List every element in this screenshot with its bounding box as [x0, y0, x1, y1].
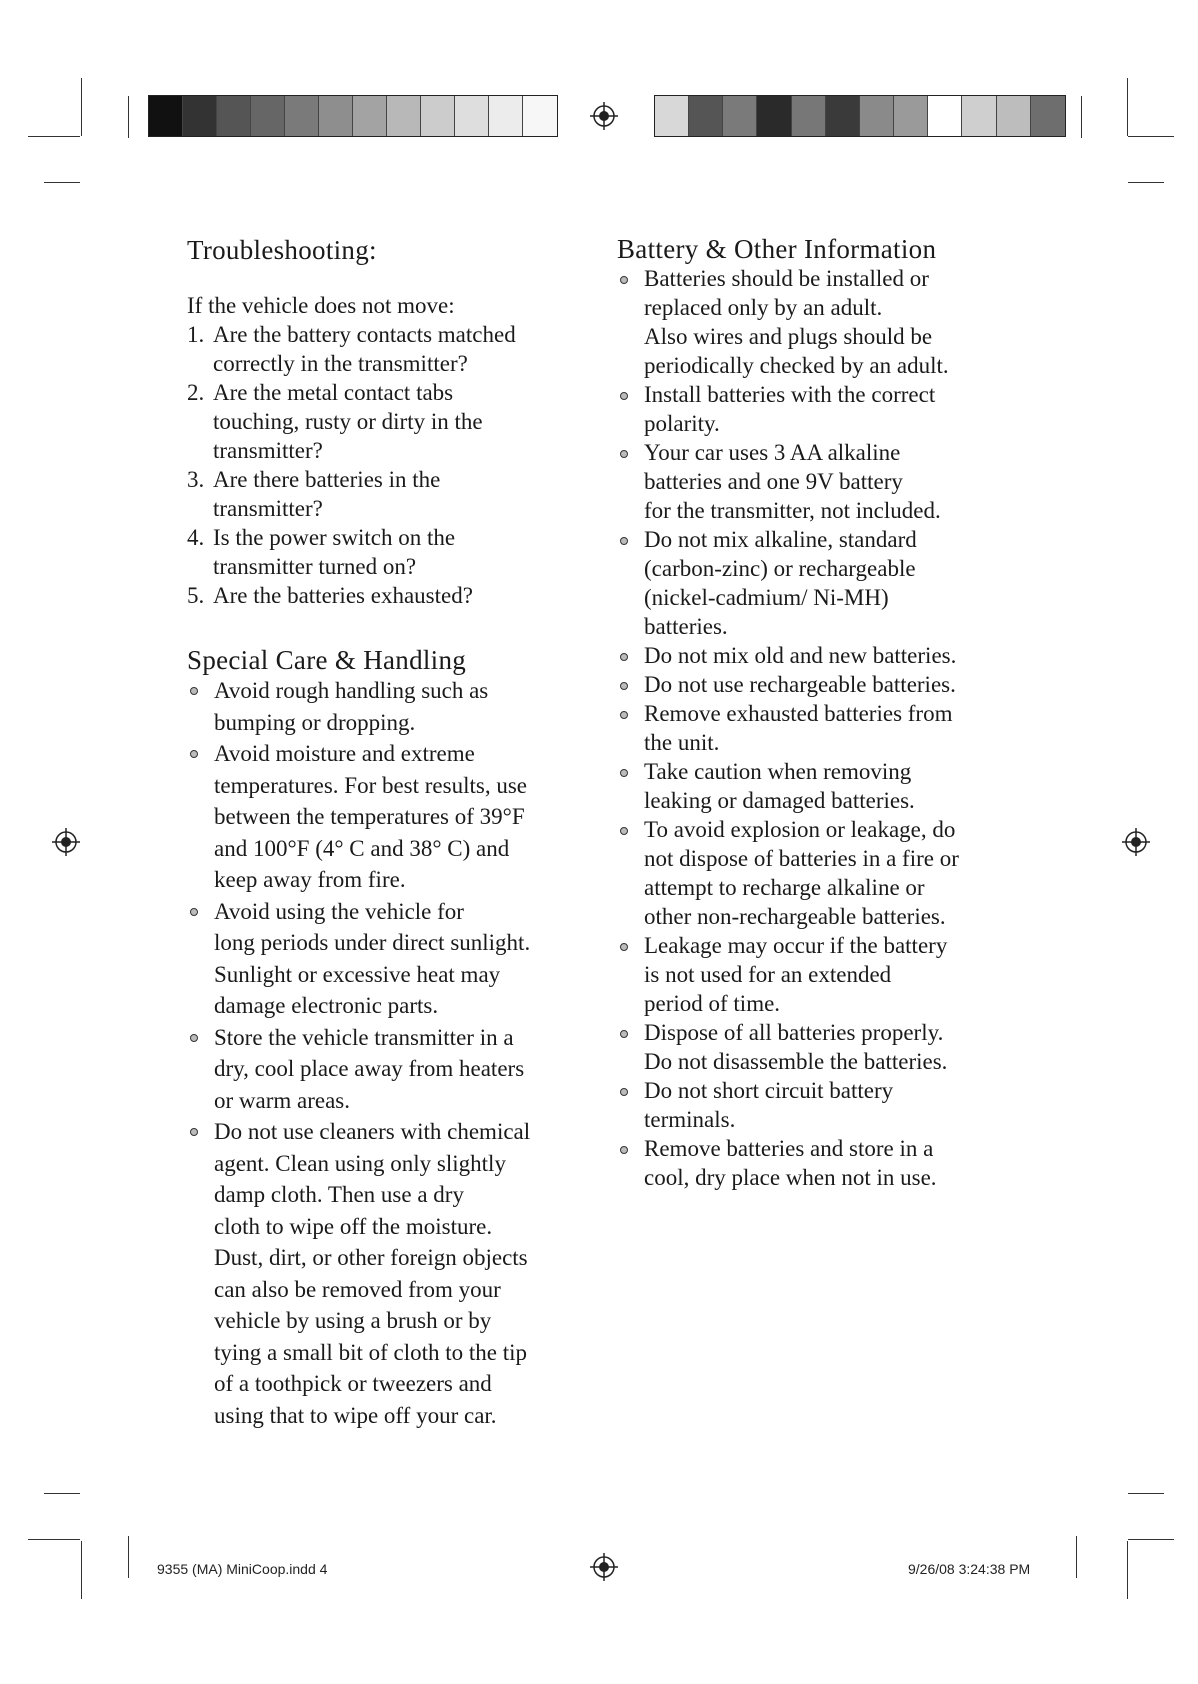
item-text: Are the metal contact tabs touching, rusty or dirty in the transmitter? [213, 380, 483, 463]
battery-info-item: Leakage may occur if the battery is not used for an extended period of time. [617, 931, 1037, 1018]
color-swatch [826, 96, 860, 136]
color-swatch [860, 96, 894, 136]
crop-mark [1127, 78, 1128, 136]
color-swatch [319, 96, 353, 136]
crop-mark [28, 1539, 80, 1540]
battery-info-heading: Battery & Other Information [617, 234, 937, 264]
slug-filename: 9355 (MA) MiniCoop.indd 4 [157, 1561, 328, 1577]
crop-mark [1128, 136, 1174, 137]
color-swatch [285, 96, 319, 136]
right-column [617, 235, 1037, 1192]
registration-target-icon [590, 1553, 618, 1581]
crop-mark [1127, 1541, 1128, 1599]
color-swatch [689, 96, 723, 136]
special-care-item: Avoid rough handling such as bumping or dropping. [187, 675, 587, 738]
crop-mark [81, 1541, 82, 1599]
special-care-item: Do not use cleaners with chemical agent. Clean using only slightly damp cloth. Then use a dry cloth to wipe off the moisture. Dust, dirt, or other foreign objects can also be removed from your vehicle by using a brush or by tying a small bit of cloth to the tip of a toothpick or tweezers and using that to wipe off your car. [187, 1116, 587, 1431]
color-bar-left [148, 95, 558, 137]
battery-info-item: Take caution when removing leaking or damaged batteries. [617, 757, 1037, 815]
item-text: Is the power switch on the transmitter turned on? [213, 525, 456, 579]
trim-mark [128, 96, 129, 138]
item-text: Are the batteries exhausted? [213, 583, 473, 608]
color-swatch [962, 96, 996, 136]
registration-target-icon [590, 102, 618, 130]
color-swatch [757, 96, 791, 136]
troubleshooting-item [187, 320, 587, 378]
color-swatch [723, 96, 757, 136]
battery-info-item: Do not mix alkaline, standard (carbon-zinc) or rechargeable (nickel-cadmium/ Ni-MH) batteries. [617, 525, 1037, 641]
troubleshooting-heading: Troubleshooting: [187, 235, 377, 265]
registration-target-icon [52, 828, 80, 856]
color-swatch [928, 96, 962, 136]
item-number: 4. [187, 525, 205, 550]
color-swatch [421, 96, 455, 136]
color-swatch [387, 96, 421, 136]
color-swatch [353, 96, 387, 136]
battery-info-item: Do not mix old and new batteries. [617, 641, 1037, 670]
battery-info-item: Remove batteries and store in a cool, dry place when not in use. [617, 1134, 1037, 1192]
crop-mark [1128, 1539, 1174, 1540]
trim-mark [128, 1536, 129, 1578]
color-swatch [489, 96, 523, 136]
slug-datetime: 9/26/08 3:24:38 PM [908, 1561, 1031, 1577]
item-number: 2. [187, 380, 205, 405]
color-swatch [1031, 96, 1065, 136]
crop-mark [28, 136, 80, 137]
bleed-mark [1128, 1493, 1164, 1494]
color-swatch [149, 96, 183, 136]
troubleshooting-list [187, 320, 587, 610]
special-care-list [187, 675, 587, 1431]
color-swatch [792, 96, 826, 136]
color-swatch [997, 96, 1031, 136]
special-care-item: Avoid using the vehicle for long periods under direct sunlight. Sunlight or excessive heat may damage electronic parts. [187, 896, 587, 1022]
bleed-mark [1128, 182, 1164, 183]
item-text: Are there batteries in the transmitter? [213, 467, 441, 521]
battery-info-item: Do not short circuit battery terminals. [617, 1076, 1037, 1134]
color-swatch [655, 96, 689, 136]
registration-target-icon [1122, 828, 1150, 856]
battery-info-list [617, 264, 1037, 1192]
left-column [187, 236, 587, 1431]
battery-info-item: Remove exhausted batteries from the unit. [617, 699, 1037, 757]
color-swatch [183, 96, 217, 136]
trim-mark [1081, 96, 1082, 138]
color-swatch [523, 96, 557, 136]
battery-info-item: Dispose of all batteries properly. Do not disassemble the batteries. [617, 1018, 1037, 1076]
battery-info-item: Install batteries with the correct polarity. [617, 380, 1037, 438]
troubleshooting-item [187, 378, 587, 465]
troubleshooting-intro: If the vehicle does not move: [187, 293, 455, 318]
battery-info-item: Do not use rechargeable batteries. [617, 670, 1037, 699]
trim-mark [1076, 1536, 1077, 1578]
special-care-item: Store the vehicle transmitter in a dry, cool place away from heaters or warm areas. [187, 1022, 587, 1117]
item-number: 5. [187, 583, 205, 608]
item-number: 1. [187, 322, 205, 347]
color-bar-right [654, 95, 1066, 137]
troubleshooting-item [187, 465, 587, 523]
battery-info-item: To avoid explosion or leakage, do not dispose of batteries in a fire or attempt to recharge alkaline or other non-rechargeable batteries. [617, 815, 1037, 931]
color-swatch [455, 96, 489, 136]
color-swatch [894, 96, 928, 136]
item-number: 3. [187, 467, 205, 492]
color-swatch [251, 96, 285, 136]
special-care-heading: Special Care & Handling [187, 645, 467, 675]
bleed-mark [44, 182, 80, 183]
troubleshooting-item [187, 523, 587, 581]
bleed-mark [44, 1493, 80, 1494]
special-care-item: Avoid moisture and extreme temperatures. For best results, use between the temperatures of 39°F and 100°F (4° C and 38° C) and keep away from fire. [187, 738, 587, 896]
crop-mark [81, 78, 82, 136]
item-text: Are the battery contacts matched correctly in the transmitter? [213, 322, 516, 376]
color-swatch [217, 96, 251, 136]
battery-info-item: Your car uses 3 AA alkaline batteries and one 9V battery for the transmitter, not included. [617, 438, 1037, 525]
troubleshooting-item [187, 581, 587, 610]
battery-info-item: Batteries should be installed or replaced only by an adult. Also wires and plugs should be periodically checked by an adult. [617, 264, 1037, 380]
